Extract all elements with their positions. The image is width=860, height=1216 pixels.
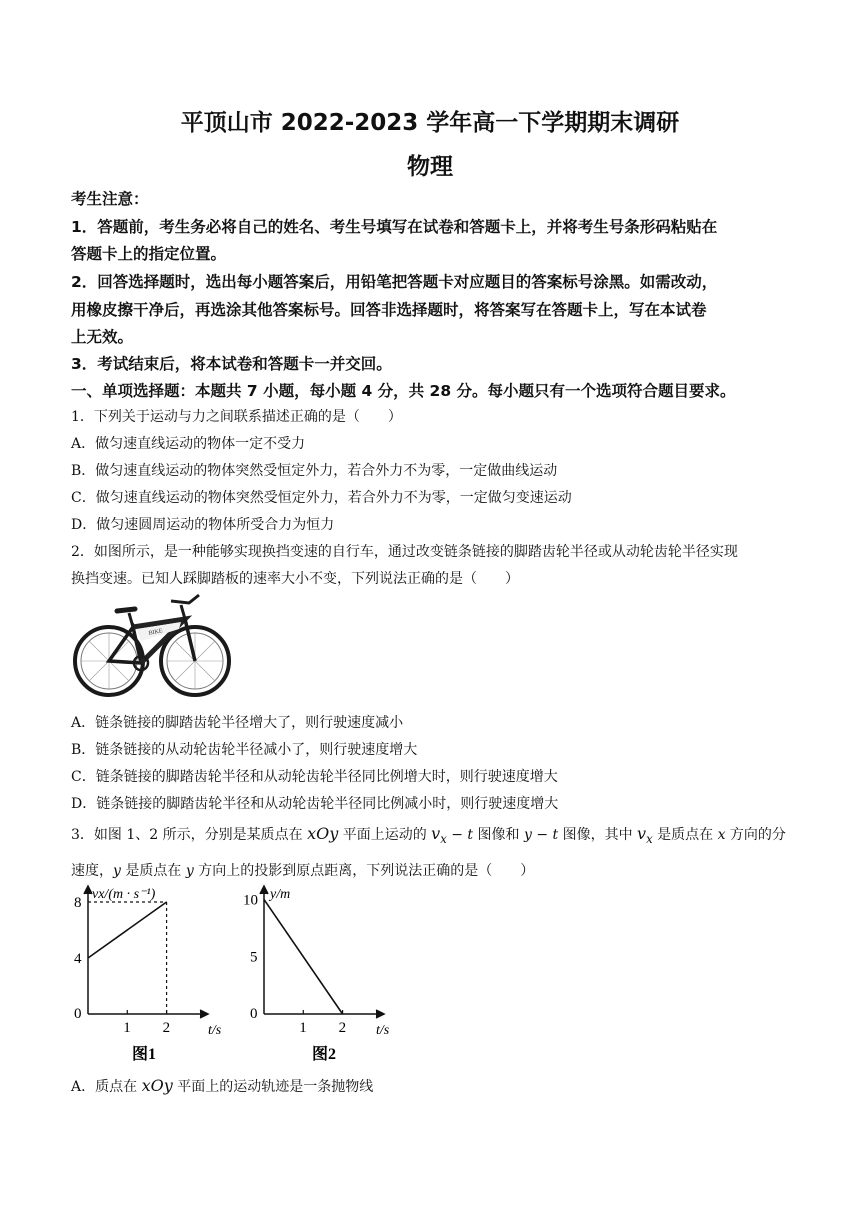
- svg-text:BIKE: BIKE: [148, 628, 164, 637]
- x-tick-label: 1: [299, 1020, 307, 1036]
- notice-item-1-line-2: 答题卡上的指定位置。: [71, 245, 227, 263]
- q2-option-d: D．链条链接的脚踏齿轮半径和从动轮齿轮半径同比例减小时，则行驶速度增大: [71, 796, 559, 812]
- figure-2-xlabel: t/s: [376, 1023, 390, 1038]
- notice-heading: 考生注意：: [71, 190, 149, 208]
- y-tick-label: 0: [250, 1006, 258, 1022]
- x-tick-label: 2: [338, 1020, 347, 1036]
- notice-item-2-line-1: 2．回答选择题时，选出每小题答案后，用铅笔把答题卡对应题目的答案标号涂黑。如需改动，: [71, 273, 718, 291]
- section-1-heading: 一、单项选择题：本题共 7 小题，每小题 4 分，共 28 分。每小题只有一个选项符合题目要求。: [71, 382, 736, 400]
- q3-stem-line-1: 3．如图 1、2 所示，分别是某质点在 xOy 平面上运动的 $v_x - t$ 图像和 y − t 图像，其中 $v_x$ 是质点在 x 方向的分: [71, 824, 786, 846]
- x-tick-label: 0: [74, 1006, 82, 1022]
- notice-item-2-line-2: 用橡皮擦干净后，再选涂其他答案标号。回答非选择题时，将答案写在答题卡上，写在本试卷: [71, 301, 707, 319]
- q2-option-b: B．链条链接的从动轮齿轮半径减小了，则行驶速度增大: [71, 742, 418, 758]
- y-tick-label: 10: [243, 892, 258, 909]
- exam-title: 平顶山市 2022-2023 学年高一下学期期末调研: [180, 110, 680, 136]
- notice-item-1-line-1: 1．答题前，考生务必将自己的姓名、考生号填写在试卷和答题卡上，并将考生号条形码粘贴在: [71, 218, 718, 236]
- x-tick-label: 2: [162, 1020, 171, 1036]
- notice-item-3: 3．考试结束后，将本试卷和答题卡一并交回。: [71, 355, 392, 373]
- q1-option-c: C．做匀速直线运动的物体突然受恒定外力，若合外力不为零，一定做匀变速运动: [71, 490, 572, 506]
- figure-2-caption: 图2: [312, 1046, 337, 1062]
- q1-option-b: B．做匀速直线运动的物体突然受恒定外力，若合外力不为零，一定做曲线运动: [71, 463, 558, 479]
- q3-option-a: A．质点在 xOy 平面上的运动轨迹是一条抛物线: [71, 1076, 374, 1095]
- q2-option-c: C．链条链接的脚踏齿轮半径和从动轮齿轮半径同比例增大时，则行驶速度增大: [71, 769, 558, 785]
- q2-stem-line-2: 换挡变速。已知人踩脚踏板的速率大小不变，下列说法正确的是（ ）: [71, 571, 519, 587]
- y-tick-label: 8: [74, 895, 82, 911]
- series-line: [264, 899, 343, 1014]
- q2-stem-line-1: 2．如图所示，是一种能够实现换挡变速的自行车，通过改变链条链接的脚踏齿轮半径或从动轮齿轮半径实现: [71, 544, 738, 560]
- q1-stem: 1．下列关于运动与力之间联系描述正确的是（ ）: [71, 409, 402, 425]
- notice-item-2-line-3: 上无效。: [71, 328, 134, 346]
- figure-2-chart: [236, 882, 406, 1062]
- figure-1-caption: 图1: [132, 1046, 157, 1062]
- figure-1-ylabel: vx/(m · s⁻¹): [92, 887, 156, 902]
- q3-stem-line-2: 速度，y 是质点在 y 方向上的投影到原点距离，下列说法正确的是（ ）: [71, 863, 535, 879]
- figure-1-chart: [60, 882, 240, 1062]
- bicycle-image: [71, 591, 233, 703]
- subject-title: 物理: [407, 154, 453, 180]
- x-tick-label: 1: [123, 1020, 131, 1036]
- q1-option-d: D．做匀速圆周运动的物体所受合力为恒力: [71, 517, 335, 533]
- series-line: [88, 902, 167, 958]
- y-tick-label: 4: [74, 951, 82, 967]
- figure-2-ylabel: y/m: [270, 887, 291, 902]
- figure-1-xlabel: t/s: [208, 1023, 222, 1038]
- y-tick-label: 5: [250, 949, 258, 966]
- q2-option-a: A．链条链接的脚踏齿轮半径增大了，则行驶速度减小: [71, 715, 404, 731]
- q1-option-a: A．做匀速直线运动的物体一定不受力: [71, 436, 306, 452]
